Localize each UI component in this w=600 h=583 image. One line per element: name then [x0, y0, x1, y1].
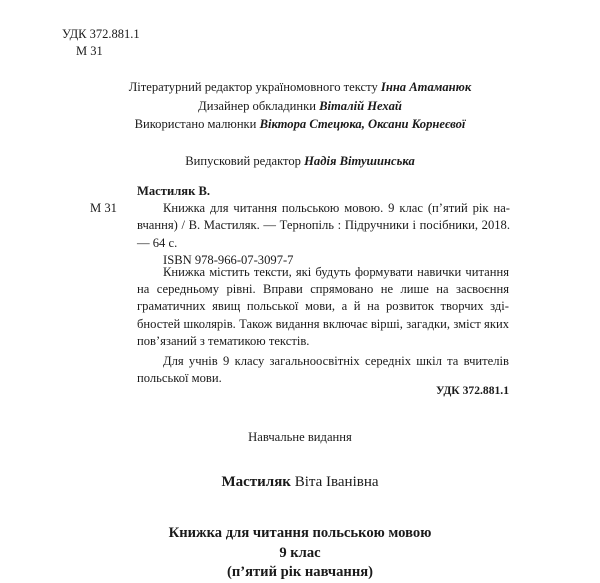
colophon-author — [0, 472, 600, 492]
udc-shelfmark: М 31 — [76, 44, 103, 58]
credit-literary-editor-name: Інна Атаманюк — [380, 80, 472, 94]
biblio-citation: Книжка для читання польською мовою. 9 клас (п’ятий рік навчання) / В. Мастиляк. — Тернопіль : Підручники і посібники, 2018. — 64 с. — [137, 201, 510, 250]
bibliographic-record — [90, 183, 510, 269]
credit-release-editor — [0, 152, 600, 171]
colophon-author-surname: Мастиляк — [221, 474, 295, 490]
credit-cover-designer-role: Дизайнер обкладинки — [198, 98, 320, 113]
colophon-title-block — [0, 524, 600, 583]
biblio-isbn: ISBN 978-966-07-3097-7 — [163, 252, 294, 267]
biblio-body — [90, 200, 510, 269]
colophon-block — [0, 428, 600, 583]
colophon-grade: 9 клас — [279, 544, 321, 561]
credits-block — [0, 78, 600, 170]
credit-cover-designer-name: Віталій Нехай — [319, 98, 402, 113]
credit-release-editor-name: Надія Вітушинська — [304, 153, 415, 168]
biblio-author-heading: Мастиляк В. — [137, 184, 211, 198]
udc-header-block — [62, 26, 140, 60]
annotation-paragraph-1: Книжка містить тексти, які будуть формувати навички читання на середньому рівні. Вправи спрямовано не лише на засвоєння граматичних явищ польської мови, а й на розвиток творчих здібностей школярів. Також видання включає вірші, загадки, зміст яких пов’язаний з тематикою текстів. — [137, 265, 509, 348]
credit-literary-editor-role: Літературний редактор україномовного тексту — [128, 80, 381, 94]
colophon-author-given: Віта Іванівна — [294, 474, 379, 490]
colophon-subtitle: (п’ятий рік навчання) — [226, 564, 374, 580]
colophon-kicker: Навчальне видання — [248, 430, 352, 444]
colophon-title: Книжка для читання польською мовою — [168, 525, 432, 541]
udc-footer: УДК 372.881.1 — [436, 384, 509, 397]
credit-literary-editor — [0, 78, 600, 97]
credit-illustrations — [0, 115, 600, 134]
biblio-shelfmark: М 31 — [90, 201, 117, 216]
credit-illustrations-name: Віктора Стецюка, Оксани Корнеєвої — [259, 117, 466, 131]
annotation-paragraph-2: Для учнів 9 класу загальноосвітніх середніх шкіл та вчителів польської мови. — [137, 354, 509, 386]
credit-cover-designer — [0, 97, 600, 116]
credit-release-editor-role: Випусковий редактор — [185, 153, 305, 168]
udc-classification: УДК 372.881.1 — [62, 27, 140, 41]
annotation-block — [137, 264, 509, 387]
credit-illustrations-role: Використано малюнки — [134, 117, 260, 131]
